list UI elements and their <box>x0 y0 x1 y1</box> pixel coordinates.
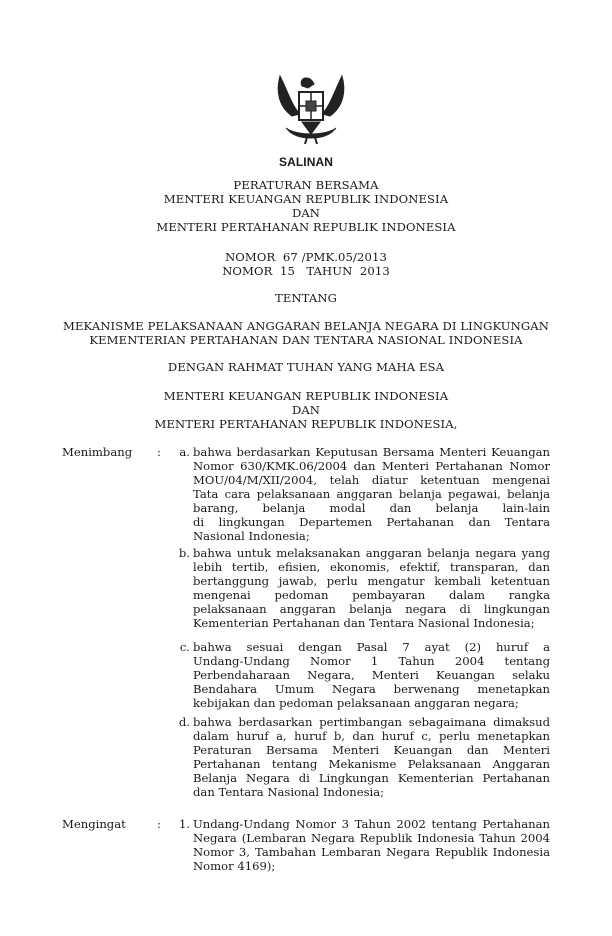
minister-line: MENTERI PERTAHANAN REPUBLIK INDONESIA, <box>154 417 458 431</box>
item-line: barang, belanja modal dan belanja lain-lain <box>193 501 550 515</box>
item-line: Nomor 630/KMK.06/2004 dan Menteri Pertahanan Nomor <box>193 459 550 473</box>
menimbang-item <box>193 715 550 799</box>
item-line: di lingkungan Departemen Pertahanan dan Tentara <box>193 515 550 529</box>
mengingat-label: Mengingat <box>62 817 126 831</box>
item-line: dalam huruf a, huruf b, dan huruf c, perlu menetapkan <box>193 729 550 743</box>
item-line: bahwa untuk melaksanakan anggaran belanja negara yang <box>193 546 550 560</box>
minister-line: MENTERI KEUANGAN REPUBLIK INDONESIA <box>163 389 449 403</box>
menimbang-item <box>193 640 550 710</box>
number-line: NOMOR 15 TAHUN 2013 <box>222 264 390 278</box>
rahmat-line: DENGAN RAHMAT TUHAN YANG MAHA ESA <box>167 360 445 374</box>
regulation-subject <box>0 319 612 347</box>
item-line: Pertahanan tentang Mekanisme Pelaksanaan Anggaran <box>193 757 550 771</box>
item-line: Negara (Lembaran Negara Republik Indonesia Tahun 2004 <box>193 831 550 845</box>
menimbang-item <box>193 445 550 543</box>
item-marker: a. <box>179 445 190 459</box>
garuda-emblem-icon <box>272 70 350 146</box>
title-line: PERATURAN BERSAMA <box>233 178 379 192</box>
item-line: Peraturan Bersama Menteri Keuangan dan Menteri <box>193 743 550 757</box>
item-line: Belanja Negara di Lingkungan Kementerian Pertahanan <box>193 771 550 785</box>
item-line: Tata cara pelaksanaan anggaran belanja pegawai, belanja <box>193 487 550 501</box>
item-line: bahwa berdasarkan pertimbangan sebagaimana dimaksud <box>193 715 550 729</box>
item-marker: d. <box>178 715 190 729</box>
item-line: Nasional Indonesia; <box>193 529 310 543</box>
salinan-stamp: SALINAN <box>278 155 334 169</box>
item-line: Nomor 4169); <box>193 859 276 873</box>
item-line: kebijakan dan pedoman pelaksanaan anggaran negara; <box>193 696 519 710</box>
title-line: MENTERI KEUANGAN REPUBLIK INDONESIA <box>163 192 449 206</box>
menimbang-label: Menimbang <box>62 445 133 459</box>
item-line: pelaksanaan anggaran belanja negara di lingkungan <box>193 602 550 616</box>
item-line: Nomor 3, Tambahan Lembaran Negara Republik Indonesia <box>193 845 550 859</box>
item-line: Perbendaharaan Negara, Menteri Keuangan selaku <box>193 668 550 682</box>
title-line: MENTERI PERTAHANAN REPUBLIK INDONESIA <box>156 220 456 234</box>
subject-line: MEKANISME PELAKSANAAN ANGGARAN BELANJA NEGARA DI LINGKUNGAN <box>63 319 549 333</box>
item-line: Kementerian Pertahanan dan Tentara Nasional Indonesia; <box>193 616 535 630</box>
item-line: bertanggung jawab, perlu mengatur kembali ketentuan <box>193 574 550 588</box>
tentang-heading: TENTANG <box>275 291 337 305</box>
regulation-numbers <box>0 250 612 278</box>
menimbang-colon: : <box>157 445 161 459</box>
minister-line: DAN <box>291 403 321 417</box>
item-line: MOU/04/M/XII/2004, telah diatur ketentuan mengenai <box>193 473 550 487</box>
number-line: NOMOR 67 /PMK.05/2013 <box>225 250 387 264</box>
ministers-heading <box>0 389 612 431</box>
title-line: DAN <box>291 206 321 220</box>
item-line: bahwa sesuai dengan Pasal 7 ayat (2) huruf a <box>193 640 550 654</box>
item-line: Undang-Undang Nomor 1 Tahun 2004 tentang <box>193 654 550 668</box>
item-line: Bendahara Umum Negara berwenang menetapkan <box>193 682 550 696</box>
item-line: bahwa berdasarkan Keputusan Bersama Menteri Keuangan <box>193 445 550 459</box>
item-line: Undang-Undang Nomor 3 Tahun 2002 tentang Pertahanan <box>193 817 550 831</box>
item-line: mengenai pedoman pembayaran dalam rangka <box>193 588 550 602</box>
subject-line: KEMENTERIAN PERTAHANAN DAN TENTARA NASIONAL INDONESIA <box>89 333 523 347</box>
mengingat-colon: : <box>157 817 161 831</box>
item-line: dan Tentara Nasional Indonesia; <box>193 785 385 799</box>
menimbang-item <box>193 546 550 630</box>
item-line: lebih tertib, efisien, ekonomis, efektif, transparan, dan <box>193 560 550 574</box>
item-marker: c. <box>179 640 190 654</box>
item-marker: b. <box>178 546 190 560</box>
regulation-title <box>0 178 612 234</box>
item-marker: 1. <box>178 817 190 831</box>
mengingat-item <box>193 817 550 873</box>
